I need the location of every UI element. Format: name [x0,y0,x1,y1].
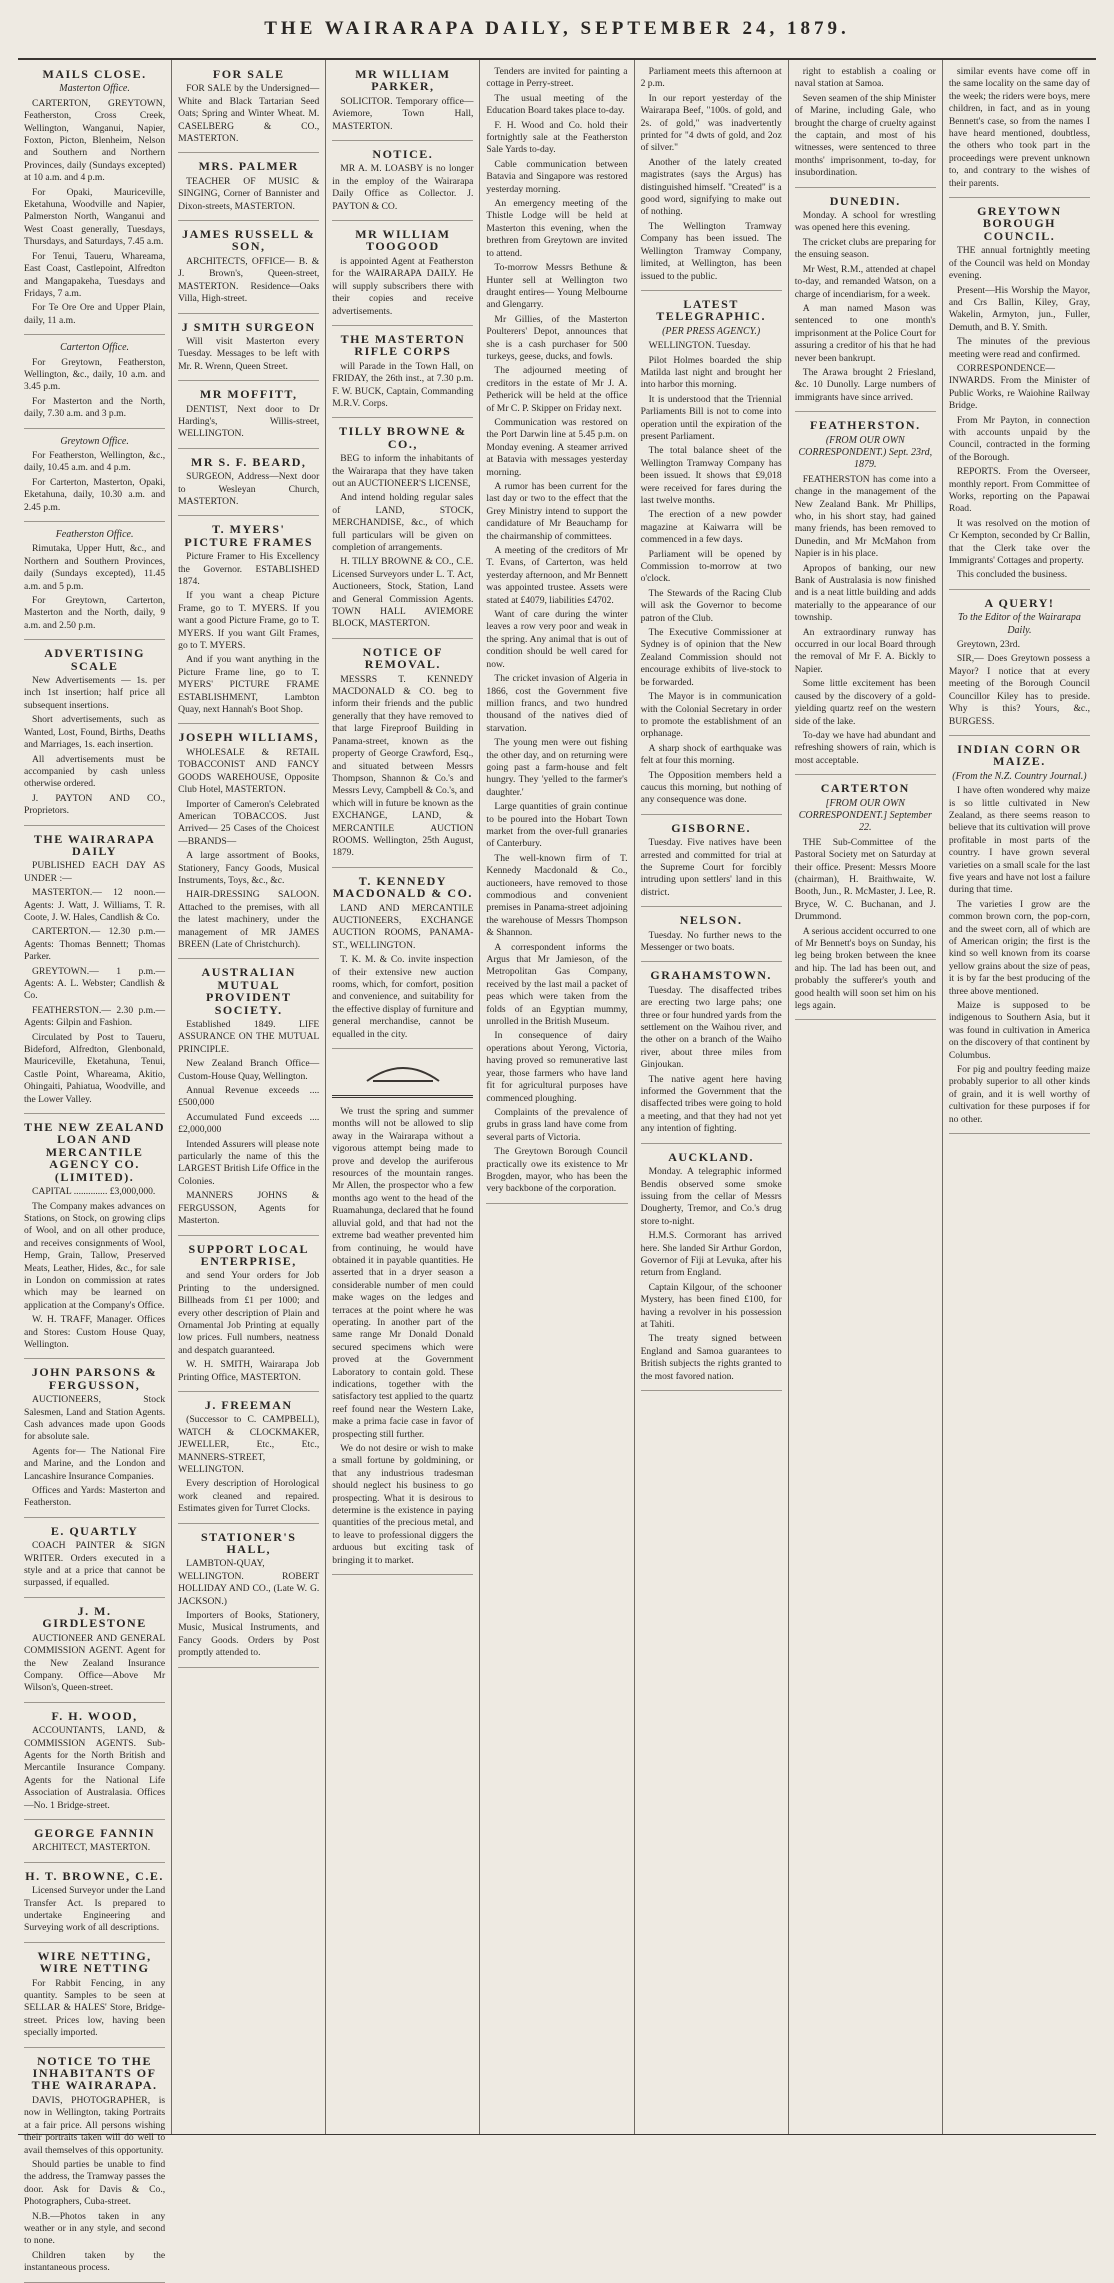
article-subheading: To the Editor of the Wairarapa Daily. [957,612,1081,636]
article [24,68,165,335]
article-subheading: [FROM OUR OWN CORRESPONDENT.] September 22. [798,797,932,834]
masthead [18,0,1096,60]
article-paragraph: PUBLISHED EACH DAY AS UNDER :— [24,860,166,884]
article-paragraph: And intend holding regular sales of LAND, STOCK, MERCHANDISE, &c., of which full particulars will be given on completion of arrangements. [332,492,474,553]
article-paragraph: is appointed Agent at Featherston for the WAIRARAPA DAILY. He will supply subscribers there with their copies and receive advertisements. [332,255,474,317]
article-paragraph: New Advertisements — 1s. per inch 1st insertion; half price all subsequent insertions. [24,675,166,711]
article-paragraph: The cricket clubs are preparing for the ensuing season. [794,236,936,261]
article-paragraph: The Wellington Tramway Company has been issued. The Wellington Tramway Company, limited, at Wellington, has been issued to the public. [640,220,782,282]
article-heading: T. MYERS' PICTURE FRAMES [184,522,314,549]
masthead-title: THE WAIRARAPA DAILY, SEPTEMBER 24, 1879. [264,18,850,39]
article-paragraph: Mr Gillies, of the Masterton Poulterers' Depot, announces that she is a cash purchaser for 500 turkeys, geese, ducks, and fowls. [486,313,628,362]
article-paragraph: FEATHERSTON.— 2.30 p.m.— Agents: Gilpin and Fashion. [24,1004,166,1029]
article-paragraph: AUCTIONEER AND GENERAL COMMISSION AGENT. Agent for the New Zealand Insurance Company. Office—Above Mr Wilson's, Queen-street. [24,1632,166,1694]
article-heading: LATEST TELEGRAPHIC. [656,296,766,324]
article-subheading: Masterton Office. [59,83,130,95]
article-heading: J SMITH SURGEON [181,319,316,334]
article-paragraph: For Te Ore Ore and Upper Plain, daily, 11 a.m. [24,302,166,326]
article-paragraph: Accumulated Fund exceeds .... £2,000,000 [178,1111,320,1136]
article-heading: A QUERY! [984,595,1055,610]
article-paragraph: The adjourned meeting of creditors in the estate of Mr J. A. Petherick will be held at the office of Mr C. P. Skipper on Friday next. [486,365,628,414]
article-paragraph: FOR SALE by the Undersigned— White and Black Tartarian Seed Oats; Spring and Winter Wheat. M. CASELBERG & CO., MASTERTON. [178,83,320,145]
article [178,1243,319,1392]
article-heading: WIRE NETTING, WIRE NETTING [37,1948,152,1976]
article-paragraph: Mr West, R.M., attended at chapel to-day, and remanded Watson, on a charge of incendiarism, for a week. [794,263,936,300]
article-heading: JOSEPH WILLIAMS, [178,730,319,745]
article-heading: AUSTRALIAN MUTUAL PROVIDENT SOCIETY. [201,965,296,1017]
article-paragraph: CARTERTON, GREYTOWN, Featherston, Cross Creek, Wellington, Wanganui, Napier, Foxton, Picton, Blenheim, Nelson and Southern and Northern Provinces, daily (Sundays excepted) at 10 a.m. and 4 p.m. [24,97,166,184]
article [795,66,936,188]
article-paragraph: The usual meeting of the Education Board takes place to-day. [486,92,628,117]
article-paragraph: Large quantities of grain continue to be poured into the Hobart Town market from the over-full granaries of Canterbury. [486,801,628,850]
article-paragraph: COACH PAINTER & SIGN WRITER. Orders executed in a style and at a price that cannot be surpassed, if equalled. [24,1540,166,1589]
article-heading: NOTICE OF REMOVAL. [362,644,444,672]
article-heading: FOR SALE [212,67,285,81]
article-heading: GRAHAMSTOWN. [650,968,772,983]
article-paragraph: And if you want anything in the Picture Frame line, go to T. MYERS' PICTURE FRAME ESTABLISHMENT, Lambton Quay, next Hannah's Boot Shop. [178,654,320,716]
article-paragraph: T. K. M. & Co. invite inspection of their extensive new auction rooms, which, for comfort, position and convenience, and suitability for the effective display of furniture and general merchandise, cannot be equalled in the city. [332,954,474,1040]
article [24,1950,165,2048]
article-heading: E. QUARTLY [50,1523,139,1538]
article-paragraph: MESSRS T. KENNEDY MACDONALD & CO. beg to inform their friends and the public generally that they have removed to that large Fireproof Building in Panama-street, known as the property of George Crawford, Esq., and situated between Messrs Thompson, Shannon & Co.'s and Messrs Levy, Campbell & Co.'s, and which will in future be known as the EXCHANGE, LAND, & MERCANTILE AUCTION ROOMS. Wellington, 25th August, 1879. [332,673,474,859]
article-paragraph: Want of care during the winter leaves a row very poor and weak in the spring. Any animal that is out of condition should be well cared for now. [486,609,628,670]
article-paragraph: The varieties I grow are the common brown corn, the pop-corn, and the sweet corn, all of which are of American origin; the first is the kind so well known from its coarse yellow grains about the size of peas, it is by far the best producing of the three above mentioned. [948,898,1090,997]
article [24,2055,165,2283]
article-heading: F. H. WOOD, [51,1708,138,1723]
article [641,66,782,291]
article-paragraph: Picture Framer to His Excellency the Governor. ESTABLISHED 1874. [178,551,320,587]
article [178,1399,319,1524]
article-paragraph: TEACHER OF MUSIC & SINGING, Corner of Bannister and Dixon-streets, MASTERTON. [178,175,320,212]
article-paragraph: I have often wondered why maize is so little cultivated in New Zealand, as there seems reason to believe that its cultivation will prove profitable in most parts of the country. I have grown several varieties on a small scale for the last five years and have not lost a failure during that time. [948,785,1090,896]
article-paragraph: Rimutaka, Upper Hutt, &c., and Northern and Southern Provinces, daily (Sundays excepted), 11.45 a.m. and 5 p.m. [24,543,166,592]
article-paragraph: H.M.S. Cormorant has arrived here. She landed Sir Arthur Gordon, Governor of Fiji at Levuka, after his return from England. [640,1230,782,1279]
article-paragraph: A correspondent informs the Argus that Mr Jamieson, of the Metropolitan Gas Company, received by the last mail a packet of peas which were taken from the folds of an Egyptian mummy, unrolled in the British Museum. [486,941,628,1028]
article-heading: DUNEDIN. [829,193,901,208]
article-heading: FEATHERSTON. [809,418,921,433]
article-paragraph: Short advertisements, such as Wanted, Lost, Found, Births, Deaths and Marriages, 1s. each insertion. [24,714,166,751]
article-paragraph: In consequence of dairy operations about Yerong, Victoria, having proved so remunerative last year, those farmers who have land fit for agricultural purposes have commenced ploughing. [486,1030,628,1104]
article-paragraph: Licensed Surveyor under the Land Transfer Act. Is prepared to undertake Engineering and Surveying work of all descriptions. [24,1885,166,1934]
column-7 [943,60,1096,2134]
article-paragraph: A rumor has been current for the last day or two to the effect that the Grey Ministry intend to support the candidature of Mr Beauchamp for the chairmanship of committees. [486,481,628,542]
article [24,1827,165,1863]
article [949,743,1090,1134]
article-paragraph: Agents for— The National Fire and Marine, and the London and Lancashire Insurance Companies. [24,1445,166,1482]
article-paragraph: Circulated by Post to Taueru, Bideford, Alfredton, Glenbonald, Mauriceville, Eketahuna, Tenui, Castle Point, Whareama, Akitio, Ohingaiti, Pahiatua, Woodville, and the Lower Valley. [24,1031,166,1105]
article-paragraph: The Opposition members held a caucus this morning, but nothing of any consequence was done. [640,769,782,806]
article [641,969,782,1143]
article-paragraph: An emergency meeting of the Thistle Lodge will be held at Masterton this evening, when the brethren from Greytown are invited to attend. [486,198,628,259]
article-paragraph: H. TILLY BROWNE & CO., C.E. Licensed Surveyors under L. T. Act, Auctioneers, Stock, Station, Land and General Commission Agents. TOWN HALL AVIEMORE BLOCK, MASTERTON. [332,556,474,630]
article-subheading: (PER PRESS AGENCY.) [662,325,761,337]
article-heading: JOHN PARSONS & FERGUSSON, [31,1365,158,1392]
article [641,298,782,815]
article-paragraph: LAND AND MERCANTILE AUCTIONEERS, EXCHANGE AUCTION ROOMS, PANAMA-ST., WELLINGTON. [332,902,474,951]
article [178,321,319,382]
article-paragraph: A large assortment of Books, Stationery, Fancy Goods, Musical Instruments, Toys, &c., &c. [178,850,320,886]
article-paragraph: The Greytown Borough Council practically owe its existence to Mr Brogden, mayor, who has been the very backbone of the corporation. [486,1146,628,1195]
article-subheading: (FROM OUR OWN CORRESPONDENT.) Sept. 23rd, 1879. [798,434,933,471]
article [24,1121,165,1359]
article-paragraph: The Company makes advances on Stations, on Stock, on growing clips of Wool, and on all other produce, and receives consignments of Wool, Hemp, Grain, Tallow, Preserved Meats, Leather, Hides, &c., for sale in London on commission at rates which may be learned on application at the Company's Office. [24,1200,166,1311]
article-paragraph: W. H. TRAFF, Manager. Offices and Stores: Custom House Quay, Wellington. [24,1314,166,1350]
article [795,419,936,775]
article-paragraph: Monday. A telegraphic informed Bendis observed some smoke issuing from the cellar of Messrs Dougherty, Tremor, and Co.'s drug store to-night. [640,1166,782,1227]
article-paragraph: Captain Kilgour, of the schooner Mystery, has been fined £100, for having a revolver in his possession at Tahiti. [640,1281,782,1330]
article [795,782,936,1020]
article [178,731,319,959]
article-heading: T. KENNEDY MACDONALD & CO. [332,873,473,901]
article-paragraph: We do not desire or wish to make a small fortune by goldmining, or that any industrious tradesman should neglect his business to go prospecting. What it is desirous to determine is the existence in paying quantities of the precious metal, and to leave to professional diggers the arduous but exciting task of bringing it to market. [332,1443,474,1566]
article-heading: NELSON. [679,913,743,928]
article-paragraph: For Masterton and the North, daily, 7.30 a.m. and 3 p.m. [24,395,166,420]
article-paragraph: An extraordinary runway has occurred in our local Board through the removal of Mr F. A. Bickly to Napier. [794,626,936,675]
article-paragraph: Apropos of banking, our new Bank of Australasia is now finished and is a neat little building and adds materially to the appearance of our township. [794,562,936,624]
article [486,66,627,1204]
article-paragraph: The young men were out fishing the other day, and on returning were going past a farm-house and felt hungry. They 'yelled to the farmer's daughter.' [486,737,628,798]
article [24,1366,165,1517]
article-heading: INDIAN CORN OR MAIZE. [957,741,1082,769]
article-paragraph: Some little excitement has been caused by the discovery of a gold-yielding quartz reef on the western side of the lake. [794,678,936,727]
article [24,647,165,825]
article [332,646,473,868]
article-paragraph: For Rabbit Fencing, in any quantity. Samples to be seen at SELLAR & HALES' Store, Bridge-street. Prices low, having been specially imported. [24,1977,166,2039]
article [641,914,782,962]
article [178,160,319,221]
article-paragraph: HAIR-DRESSING SALOON. Attached to the premises, with all the latest machinery, under the management of MR JAMES BREEN (Late of Christchurch). [178,889,320,950]
article-paragraph: WELLINGTON. Tuesday. [648,340,751,352]
article-paragraph: In our report yesterday of the Wairarapa Beef, "100s. of gold, and 2s. of gold," was inadvertently printed for "4 dwts of gold, and 2oz of silver." [640,92,782,154]
article-paragraph: The native agent here having informed the Government that the disaffected tribes were going to hold a meeting, and that they had not yet any intention of fighting. [640,1073,782,1135]
article-paragraph: Parliament will be opened by Commission to-morrow at two o'clock. [640,548,782,585]
article [24,1710,165,1820]
article [332,1059,473,1575]
article-paragraph: The cricket invasion of Algeria in 1866, cost the Government five million francs, and two hundred thousand of the natives died of starvation. [486,673,628,734]
article-heading: NOTICE TO THE INHABITANTS OF THE WAIRARAPA. [31,2053,158,2093]
article-heading: MR S. F. BEARD, [191,454,307,469]
article-paragraph: It is understood that the Triennial Parliaments Bill is not to come into operation until the expiration of the present Parliament. [640,393,782,442]
article-paragraph: A serious accident occurred to one of Mr Bennett's boys on Sunday, his leg being broken between the knee and hip. The lad has been out, and probably the sufferer's youth and good health will soon set him on his legs again. [794,925,936,1012]
article [24,1525,165,1598]
article-paragraph: Greytown, 23rd. [956,639,1020,651]
column-5 [635,60,789,2134]
article-paragraph: For Opaki, Mauriceville, Eketahuna, Woodville and Napier, Palmerston North, Wanganui and West Coast generally, Tuesdays, Thursdays, and Saturdays, 7.45 a.m. [24,186,166,248]
article-paragraph: All advertisements must be accompanied by cash unless otherwise ordered. [24,753,166,790]
article-paragraph: From Mr Payton, in connection with accounts unpaid by the Council, contracted in the forming of the Borough. [948,414,1090,463]
article [178,388,319,449]
article-paragraph: Maize is supposed to be indigenous to Southern Asia, but it was found in cultivation in America on the discovery of that continent by Columbus. [948,1000,1090,1061]
article [795,195,936,413]
article-paragraph: Communication was restored on the Port Darwin line at 5.45 p.m. on Monday evening. A steamer arrived at Batavia with messages yesterday morning. [486,416,628,478]
article [178,228,319,313]
article-paragraph: It was resolved on the motion of Cr Kempton, seconded by Cr Ballin, that the Clerk take over the Immigrants' Cottages and property. [948,517,1090,567]
article-paragraph: THE annual fortnightly meeting of the Council was held on Monday evening. [948,245,1090,282]
article-paragraph: AUCTIONEERS, Stock Salesmen, Land and Station Agents. Cash advances made upon Goods for absolute sale. [24,1394,166,1443]
article-paragraph: LAMBTON-QUAY, WELLINGTON. ROBERT HOLLIDAY AND CO., (Late W. G. JACKSON.) [178,1558,320,1607]
article-paragraph: For Featherston, Wellington, &c., daily, 10.45 a.m. and 4 p.m. [24,449,166,474]
article-paragraph: SIR,— Does Greytown possess a Mayor? I notice that at every meeting of the Borough Council Councillor Kiley has to preside. Why is this? Yours, &c., BURGESS. [948,653,1090,727]
article-paragraph: CARTERTON.— 12.30 p.m.— Agents: Thomas Bennett; Thomas Parker. [24,926,166,963]
column-1 [18,60,172,2274]
article-paragraph: BEG to inform the inhabitants of the Wairarapa that they have taken out an AUCTIONEER'S LICENSE, [332,453,474,489]
article-paragraph: To-day we have had abundant and refreshing showers of rain, which is most acceptable. [794,729,936,766]
article-paragraph: MANNERS JOHNS & FERGUSSON, Agents for Masterton. [178,1190,320,1227]
article-paragraph: New Zealand Branch Office— Custom-House Quay, Wellington. [178,1058,320,1082]
article-paragraph: J. PAYTON AND CO., Proprietors. [24,792,166,817]
article [949,205,1090,590]
article-paragraph: WHOLESALE & RETAIL TOBACCONIST AND FANCY GOODS WAREHOUSE, Opposite Club Hotel, MASTERTON. [178,746,320,796]
column-3 [326,60,480,2134]
article-paragraph: The erection of a new powder magazine at Kaiwarra will be commenced in a few days. [640,509,782,546]
article-paragraph: We trust the spring and summer months will not be allowed to slip away in the Wairarapa without a vigorous attempt being made to prove and develop the auriferous resources of the mountain ranges. Mr Allen, the prospector who a few months ago went to the head of the Ruamahunga, declared that he found alluvial gold, and that had not the extreme bad weather prevented him from continuing, he would have obtained it in payable quantities. He asserted that in a dryer season a considerable number of men could make wages on the ledges and terraces at the point where he was operating. In another part of the same range Mr Donald Donald secured specimens which were proved at the Government Laboratory to contain gold. These indications, together with the satisfactory test applied to the quartz reef found near the Western Lake, make a prima facie case in favor of prospecting still further. [332,1106,474,1440]
article-paragraph: Complaints of the prevalence of grubs in grass land have come from several parts of Victoria. [486,1106,628,1143]
article-paragraph: A sharp shock of earthquake was felt at four this morning. [640,742,782,767]
double-rule [332,1095,473,1098]
article-heading: MR MOFFITT, [199,387,298,402]
article [178,68,319,153]
article-heading: GEORGE FANNIN [34,1825,156,1840]
crest-icon [363,1059,443,1085]
article-paragraph: For Greytown, Featherston, Wellington, &c., daily, 10 a.m. and 3.45 p.m. [24,356,166,393]
article-paragraph: The total balance sheet of the Wellington Tramway Company has been issued. It shows that £9,018 were received for fares during the last twelve months. [640,445,782,506]
article-paragraph: REPORTS. From the Overseer, monthly report. From Committee of Works, reporting on the Papawai Road. [948,466,1090,515]
article-subheading: Featherston Office. [55,529,134,540]
article [332,148,473,221]
article-paragraph: A meeting of the creditors of Mr T. Evans, of Carterton, was held yesterday afternoon, and Mr Bennett was appointed trustee. Assets were stated at £4079, liabilities £4702. [486,545,628,606]
article-paragraph: The Executive Commissioner at Sydney is of opinion that the New Zealand Commission should not encourage exhibits of live-stock to be forwarded. [640,627,782,688]
article-paragraph: ACCOUNTANTS, LAND, & COMMISSION AGENTS. Sub-Agents for the North British and Mercantile Insurance Company. Agents for the National Life Association of Australasia. Offices—No. 1 Bridge-street. [24,1725,166,1811]
article-paragraph: Tuesday. The disaffected tribes are erecting two large pahs; one three or four hundred yards from the settlement on the Waihou river, and the other on a branch of the Waiho river, about three miles from Ginjoukan. [640,984,782,1071]
article-subheading: Carterton Office. [60,342,130,354]
article-heading: TILLY BROWNE & CO., [339,424,467,451]
article-paragraph: For Carterton, Masterton, Opaki, Eketahuna, daily, 10.30 a.m. and 2.45 p.m. [24,476,166,513]
article-paragraph: DENTIST, Next door to Dr Harding's, Willis-street, WELLINGTON. [178,403,320,440]
article-paragraph: Importers of Books, Stationery, Music, Musical Instruments, and Fancy Goods. Orders by Post promptly attended to. [178,1610,320,1659]
article-paragraph: The well-known firm of T. Kennedy Macdonald & Co., auctioneers, have removed to those commodious and convenient premises in Panama-street adjoining the warehouse of Messrs Thompson & Shannon. [486,852,628,939]
article [178,456,319,517]
article-heading: MR WILLIAM PARKER, [355,67,451,94]
article-paragraph: The Mayor is in communication with the Colonial Secretary in order to promote the establishment of an orphanage. [640,691,782,740]
article [178,1531,319,1668]
article-paragraph: The minutes of the previous meeting were read and confirmed. [948,336,1090,360]
article-paragraph: The treaty signed between England and Samoa guarantees to British subjects the rights granted to the most favored nation. [640,1333,782,1382]
article-paragraph: Intended Assurers will please note particularly the name of this the LARGEST British Life Office in the Colonies. [178,1138,320,1187]
article [641,822,782,907]
columns-container [18,60,1096,2274]
article-paragraph: similar events have come off in the same locality on the same day of the week; the riders were boys, mere children, in fact, and as in young Bennett's case, so from the names I have heard mentioned, doubtless, the others who took part in the proceedings were prevent unknown to, and contrary to the wishes of their parents. [948,66,1090,189]
article [178,966,319,1235]
article-paragraph: The Stewards of the Racing Club will ask the Governor to become patron of the Club. [640,587,782,624]
article-paragraph: ARCHITECTS, OFFICE— B. & J. Brown's, Queen-street, MASTERTON. Residence—Oaks Villa, High-street. [178,255,320,305]
article-paragraph: CORRESPONDENCE—INWARDS. From the Minister of Public Works, re Waiohine Railway Bridge. [948,362,1090,412]
column-2 [172,60,326,2134]
article-paragraph: Tuesday. No further news to the Messenger or two boats. [640,929,782,953]
article-paragraph: Children taken by the instantaneous process. [24,2249,166,2274]
article-paragraph: Tenders are invited for painting a cottage in Perry-street. [486,66,628,90]
article-heading: J. M. GIRDLESTONE [42,1603,147,1631]
article-heading: ADVERTISING SCALE [44,646,145,673]
article [332,875,473,1049]
article-paragraph: Cable communication between Batavia and Singapore was restored yesterday morning. [486,158,628,195]
article-paragraph: FEATHERSTON has come into a change in the management of the New Zealand Bank. Mr Phillips, who, in his short stay, had gained many friends, has been removed to Dunedin, and Mr McMahon from Napier is in his place. [794,473,936,560]
article-paragraph: Parliament meets this afternoon at 2 p.m. [640,66,782,90]
article-paragraph: F. H. Wood and Co. hold their fortnightly sale at the Featherston Sale Yards to-day. [486,119,628,156]
article-heading: MAILS CLOSE. [42,67,147,81]
article [332,68,473,141]
newspaper-flag [332,1059,473,1085]
article-paragraph: This concluded the business. [956,569,1068,581]
article [949,66,1090,198]
article-paragraph: will Parade in the Town Hall, on FRIDAY, the 26th inst., at 7.30 p.m. F. W. BUCK, Captain, Commanding M.R.V. Corps. [332,360,474,409]
article-heading: MR WILLIAM TOOGOOD [355,227,451,254]
article-paragraph: CAPITAL .............. £3,000,000. [32,1186,156,1198]
article [24,833,165,1115]
article-paragraph: SURGEON, Address—Next door to Wesleyan Church, MASTERTON. [178,471,320,507]
article-paragraph: right to establish a coaling or naval station at Samoa. [794,66,936,90]
article-heading: MRS. PALMER [198,159,299,174]
article-heading: H. T. BROWNE, C.E. [25,1868,164,1883]
article-paragraph: For Greytown, Carterton, Masterton and the North, daily, 9 a.m. and 2.50 p.m. [24,595,166,631]
article-paragraph: To-morrow Messrs Bethune & Hunter sell at Wellington two draught entires— Young Melbourne and Glengarry. [486,262,628,311]
column-6 [789,60,943,2134]
article-subheading: Greytown Office. [60,435,129,447]
article-paragraph: GREYTOWN.— 1 p.m.— Agents: A. L. Webster; Candlish & Co. [24,965,166,1002]
article-heading: THE WAIRARAPA DAILY [33,831,156,858]
article-heading: STATIONER'S HALL, [201,1529,297,1557]
article [24,436,165,522]
article-subheading: (From the N.Z. Country Journal.) [952,770,1087,782]
article-heading: AUCKLAND. [668,1149,755,1164]
article-paragraph: Seven seamen of the ship Minister of Marine, including Gale, who brought the charge of cruelty against the captain, and most of his witnesses, were sentenced to three months' imprisonment, to-day, for insubordination. [794,92,936,179]
article-paragraph: Offices and Yards: Masterton and Featherston. [24,1485,166,1509]
article-heading: NOTICE. [372,147,434,162]
article-paragraph: (Successor to C. CAMPBELL), WATCH & CLOCKMAKER, JEWELLER, Etc., Etc., MANNERS-STREET, WELLINGTON. [178,1414,320,1475]
article-paragraph: Importer of Cameron's Celebrated American TOBACCOS. Just Arrived— 25 Cases of the Choicest —BRANDS— [178,798,320,847]
article-heading: SUPPORT LOCAL ENTERPRISE, [188,1241,309,1268]
article-heading: THE MASTERTON RIFLE CORPS [340,331,466,359]
article-paragraph: If you want a cheap Picture Frame, go to T. MYERS. If you want a good Picture Frame, go to T. MYERS. If you want Gilt Frames, go to T. MYERS. [178,590,320,652]
article-paragraph: Another of the lately created magistrates (says the Argus) has distinguished himself. "Created" is a good word, signifying to make out of nothing. [640,156,782,218]
article-heading: JAMES RUSSELL & SON, [182,227,316,254]
article-heading: CARTERTON [820,781,910,796]
article [332,333,473,418]
article-paragraph: Will visit Masterton every Tuesday. Messages to be left with Mr. R. Wrenn, Queen Street. [178,335,320,372]
article-heading: GISBORNE. [671,820,752,835]
article-paragraph: For Tenui, Taueru, Whareama, East Coast, Castlepoint, Alfredton and Mangapakeha, Tuesdays and Fridays, 7 a.m. [24,250,166,299]
column-4 [480,60,634,2134]
article-paragraph: Should parties be unable to find the address, the Tramway passes the door. Ask for Davis & Co., Photographers, Cuba-street. [24,2158,166,2208]
article-paragraph: Tuesday. Five natives have been arrested and committed for trial at the Supreme Court for forcibly intruding upon settlers' land in this district. [640,837,782,898]
article-paragraph: A man named Mason was sentenced to one month's imprisonment at the Police Court for assuring a creditor of his that he had never been bankrupt. [794,302,936,364]
article [24,1605,165,1703]
article [332,228,473,326]
article [949,597,1090,736]
article [24,529,165,640]
article-heading: GREYTOWN BOROUGH COUNCIL. [977,204,1062,243]
article-paragraph: W. H. SMITH, Wairarapa Job Printing Office, MASTERTON. [178,1359,320,1383]
article-paragraph: The Arawa brought 2 Friesland, &c. 10 Dunolly. Large numbers of immigrants have since arrived. [794,366,936,403]
article [24,1870,165,1943]
article [178,523,319,724]
article-paragraph: Monday. A school for wrestling was opened here this evening. [794,210,936,234]
article [641,1151,782,1391]
article-paragraph: Present—His Worship the Mayor, and Crs Ballin, Kiley, Gray, Wakelin, Armyton, jun., Fuller, Demuth, and B. Y. Smith. [948,284,1090,333]
article-heading: J. FREEMAN [204,1397,293,1412]
article-paragraph: Annual Revenue exceeds .... £500,000 [178,1085,320,1109]
article-paragraph: Every description of Horological work cleaned and repaired. Estimates given for Turret Clocks. [178,1478,320,1515]
article-paragraph: MR A. M. LOASBY is no longer in the employ of the Wairarapa Daily Office as Collector. J. PAYTON & CO. [332,163,474,212]
article-paragraph: and send Your orders for Job Printing to the undersigned. Billheads from £1 per 1000; and every other description of Plain and Ornamental Job Printing at equally low prices. Full numbers, neatness and despatch guaranteed. [178,1270,320,1356]
article [24,342,165,428]
article-paragraph: N.B.—Photos taken in any weather or in any style, and second to none. [24,2210,166,2247]
article-paragraph: ARCHITECT, MASTERTON. [32,1842,151,1854]
article-heading: THE NEW ZEALAND LOAN AND MERCANTILE AGENCY CO. (LIMITED). [24,1120,166,1184]
article-paragraph: Pilot Holmes boarded the ship Matilda last night and brought her into harbor this morning. [640,354,782,391]
article-paragraph: DAVIS, PHOTOGRAPHER, is now in Wellington, taking Portraits at a fair price. All persons wishing their portraits taken will do well to avail themselves of this opportunity. [24,2094,166,2156]
article-paragraph: THE Sub-Committee of the Pastoral Society met on Saturday at their office. Present: Messrs Moore (chairman), H. Braithwaite, W. Booth, Jun., R. McMaster, J. Lee, R. Bryce, W. C. Buchanan, and J. Drummond. [794,836,936,923]
article-paragraph: MASTERTON.— 12 noon.— Agents: J. Watt, J. Williams, T. R. Coote, J. W. Hales, Candlish & Co. [24,887,166,923]
article-paragraph: SOLICITOR. Temporary office—Aviemore, Town Hall, MASTERTON. [332,95,474,132]
article [332,425,473,639]
article-paragraph: Established 1849. LIFE ASSURANCE ON THE MUTUAL PRINCIPLE. [178,1019,320,1055]
article-paragraph: For pig and poultry feeding maize probably superior to all other kinds of grain, and it is well worthy of cultivation for these purposes if for no other. [948,1064,1090,1125]
